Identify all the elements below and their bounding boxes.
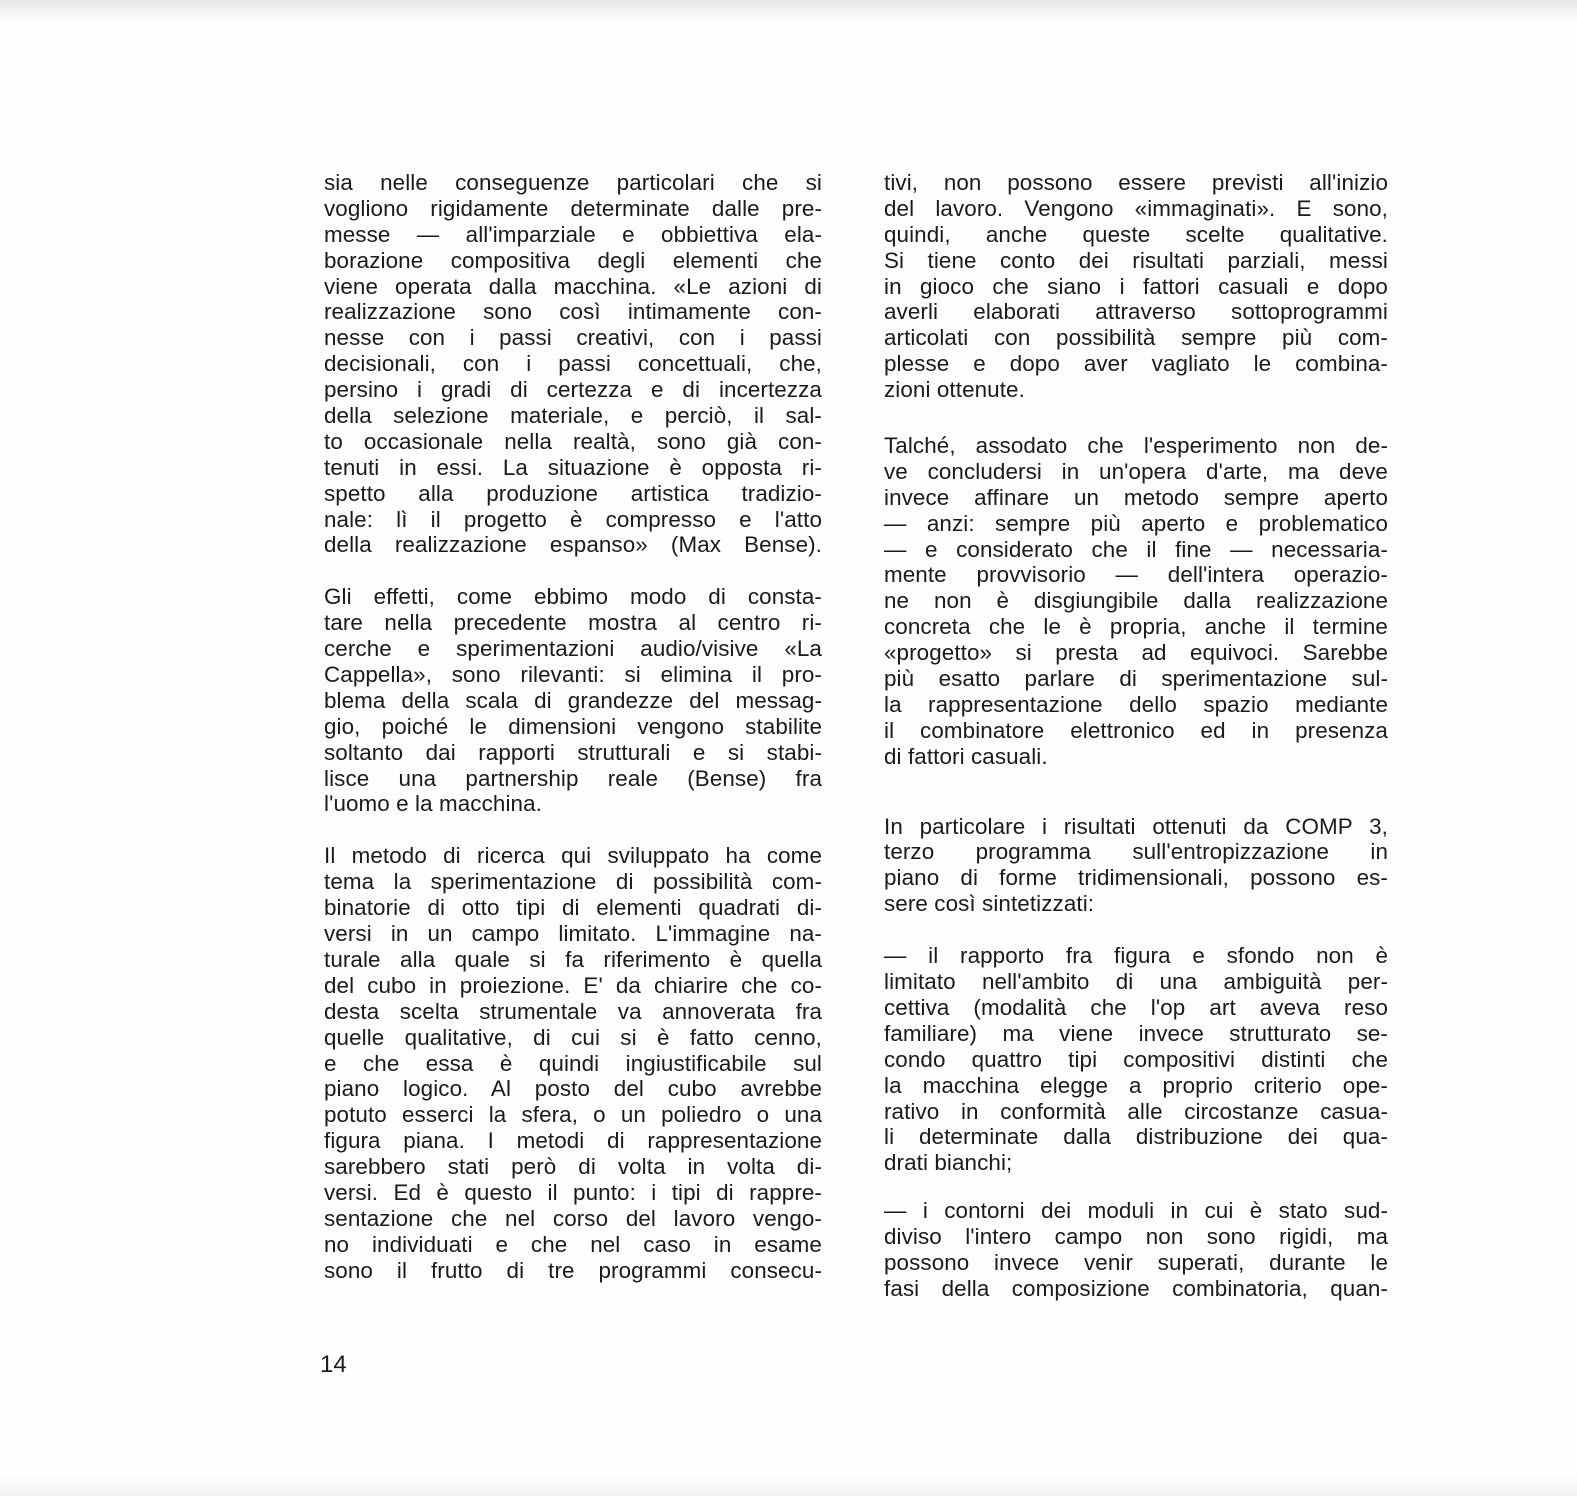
- paragraph: [324, 843, 822, 1283]
- paragraph: [324, 584, 822, 817]
- text-line: turale alla quale si fa riferimento è quella: [324, 946, 822, 972]
- text-line: — anzi: sempre più aperto e problematico: [884, 510, 1388, 536]
- text-line: piano di forme tridimensionali, possono es-: [884, 865, 1388, 891]
- text-line: mente provvisorio — dell'intera operazio-: [884, 562, 1388, 588]
- text-line: nesse con i passi creativi, con i passi: [324, 325, 822, 351]
- text-line: tare nella precedente mostra al centro ri-: [324, 610, 822, 636]
- left-column: [324, 170, 822, 1284]
- paragraph-spacer: [324, 558, 822, 584]
- text-line: drati bianchi;: [884, 1150, 1013, 1176]
- text-line: li determinate dalla distribuzione dei qua-: [884, 1124, 1388, 1150]
- text-line: possono invece venir superati, durante le: [884, 1249, 1388, 1275]
- text-line: zioni ottenute.: [884, 377, 1025, 403]
- text-line: cerche e sperimentazioni audio/visive «La: [324, 636, 822, 662]
- text-line: la macchina elegge a proprio criterio ope-: [884, 1072, 1388, 1098]
- text-line: Talché, assodato che l'esperimento non de-: [884, 433, 1388, 459]
- text-line: spetto alla produzione artistica tradizio-: [324, 480, 822, 506]
- text-line: plesse e dopo aver vagliato le combina-: [884, 351, 1388, 377]
- paragraph-spacer: [884, 770, 1388, 814]
- scan-edge-top: [0, 0, 1577, 22]
- text-line: tema la sperimentazione di possibilità com-: [324, 869, 822, 895]
- text-line: quindi, anche queste scelte qualitative.: [884, 221, 1388, 247]
- text-line: invece affinare un metodo sempre aperto: [884, 484, 1388, 510]
- text-line: fasi della composizione combinatoria, quan-: [884, 1275, 1388, 1301]
- text-line: condo quattro tipi compositivi distinti che: [884, 1046, 1388, 1072]
- text-line: più esatto parlare di sperimentazione sul-: [884, 666, 1388, 692]
- text-line: di fattori casuali.: [884, 743, 1048, 769]
- text-line: borazione compositiva degli elementi che: [324, 247, 822, 273]
- text-line: sarebbero stati però di volta in volta di-: [324, 1154, 822, 1180]
- text-line: il combinatore elettronico ed in presenza: [884, 717, 1388, 743]
- text-line: figura piana. I metodi di rappresentazione: [324, 1128, 822, 1154]
- text-line: persino i gradi di certezza e di incertezza: [324, 377, 822, 403]
- text-line: tivi, non possono essere previsti all'inizio: [884, 170, 1388, 195]
- text-line: piano logico. Al posto del cubo avrebbe: [324, 1076, 822, 1102]
- paragraph-spacer: [884, 917, 1388, 943]
- text-line: gio, poiché le dimensioni vengono stabilite: [324, 713, 822, 739]
- text-line: rativo in conformità alle circostanze casua-: [884, 1098, 1388, 1124]
- paragraph: [884, 1198, 1388, 1302]
- text-line: tenuti in essi. La situazione è opposta ri-: [324, 454, 822, 480]
- paragraph: [884, 170, 1388, 403]
- text-line: ve concludersi in un'opera d'arte, ma deve: [884, 458, 1388, 484]
- text-line: lisce una partnership reale (Bense) fra: [324, 765, 822, 791]
- text-line: in gioco che siano i fattori casuali e dopo: [884, 273, 1388, 299]
- text-line: to occasionale nella realtà, sono già con-: [324, 428, 822, 454]
- text-line: Gli effetti, come ebbimo modo di consta-: [324, 584, 822, 610]
- paragraph-spacer: [324, 817, 822, 843]
- text-line: ne non è disgiungibile dalla realizzazione: [884, 588, 1388, 614]
- text-line: diviso l'intero campo non sono rigidi, ma: [884, 1224, 1388, 1250]
- text-line: familiare) ma viene invece strutturato se-: [884, 1020, 1388, 1046]
- text-line: — il rapporto fra figura e sfondo non è: [884, 943, 1388, 969]
- text-line: versi in un campo limitato. L'immagine na-: [324, 921, 822, 947]
- text-line: limitato nell'ambito di una ambiguità per-: [884, 969, 1388, 995]
- paragraph-spacer: [884, 1176, 1388, 1198]
- text-line: quelle qualitative, di cui si è fatto cenno,: [324, 1024, 822, 1050]
- right-column: [884, 170, 1388, 1302]
- paragraph: [884, 814, 1388, 918]
- text-line: sentazione che nel corso del lavoro vengo-: [324, 1205, 822, 1231]
- text-line: viene operata dalla macchina. «Le azioni di: [324, 273, 822, 299]
- text-line: terzo programma sull'entropizzazione in: [884, 839, 1388, 865]
- text-line: sono il frutto di tre programmi consecu-: [324, 1257, 822, 1283]
- text-line: sere così sintetizzati:: [884, 891, 1095, 917]
- text-line: vogliono rigidamente determinate dalle pre-: [324, 195, 822, 221]
- text-line: l'uomo e la macchina.: [324, 791, 542, 817]
- text-line: versi. Ed è questo il punto: i tipi di rappre-: [324, 1179, 822, 1205]
- text-line: «progetto» si presta ad equivoci. Sarebbe: [884, 640, 1388, 666]
- text-line: cettiva (modalità che l'op art aveva reso: [884, 994, 1388, 1020]
- text-line: soltanto dai rapporti strutturali e si stabi-: [324, 739, 822, 765]
- text-line: no individuati e che nel caso in esame: [324, 1231, 822, 1257]
- text-line: del lavoro. Vengono «immaginati». E sono,: [884, 195, 1388, 221]
- scan-edge-bottom: [0, 1474, 1577, 1496]
- text-line: In particolare i risultati ottenuti da COMP 3,: [884, 813, 1388, 839]
- text-line: Si tiene conto dei risultati parziali, messi: [884, 247, 1388, 273]
- text-line: messe — all'imparziale e obbiettiva ela-: [324, 221, 822, 247]
- text-line: binatorie di otto tipi di elementi quadrati di-: [324, 895, 822, 921]
- text-line: — i contorni dei moduli in cui è stato sud-: [884, 1198, 1388, 1224]
- text-line: della realizzazione espanso» (Max Bense).: [324, 532, 822, 558]
- text-line: la rappresentazione dello spazio mediante: [884, 691, 1388, 717]
- text-line: realizzazione sono così intimamente con-: [324, 299, 822, 325]
- paragraph-spacer: [884, 403, 1388, 433]
- text-line: nale: lì il progetto è compresso e l'atto: [324, 506, 822, 532]
- text-line: potuto esserci la sfera, o un poliedro o una: [324, 1102, 822, 1128]
- text-line: della selezione materiale, e perciò, il sal-: [324, 403, 822, 429]
- text-line: e che essa è quindi ingiustificabile sul: [324, 1050, 822, 1076]
- text-line: concreta che le è propria, anche il termine: [884, 614, 1388, 640]
- paragraph: [884, 943, 1388, 1176]
- text-line: sia nelle conseguenze particolari che si: [324, 170, 822, 195]
- paragraph: [884, 433, 1388, 770]
- text-line: blema della scala di grandezze del messag-: [324, 687, 822, 713]
- text-line: — e considerato che il fine — necessaria-: [884, 536, 1388, 562]
- text-line: Il metodo di ricerca qui sviluppato ha come: [324, 843, 822, 869]
- paragraph: [324, 170, 822, 558]
- text-line: desta scelta strumentale va annoverata fra: [324, 998, 822, 1024]
- text-line: Cappella», sono rilevanti: si elimina il pro-: [324, 662, 822, 688]
- text-line: del cubo in proiezione. E' da chiarire che co-: [324, 972, 822, 998]
- text-line: articolati con possibilità sempre più com-: [884, 325, 1388, 351]
- text-line: decisionali, con i passi concettuali, che,: [324, 351, 822, 377]
- page-number: 14: [320, 1351, 347, 1378]
- text-line: averli elaborati attraverso sottoprogrammi: [884, 299, 1388, 325]
